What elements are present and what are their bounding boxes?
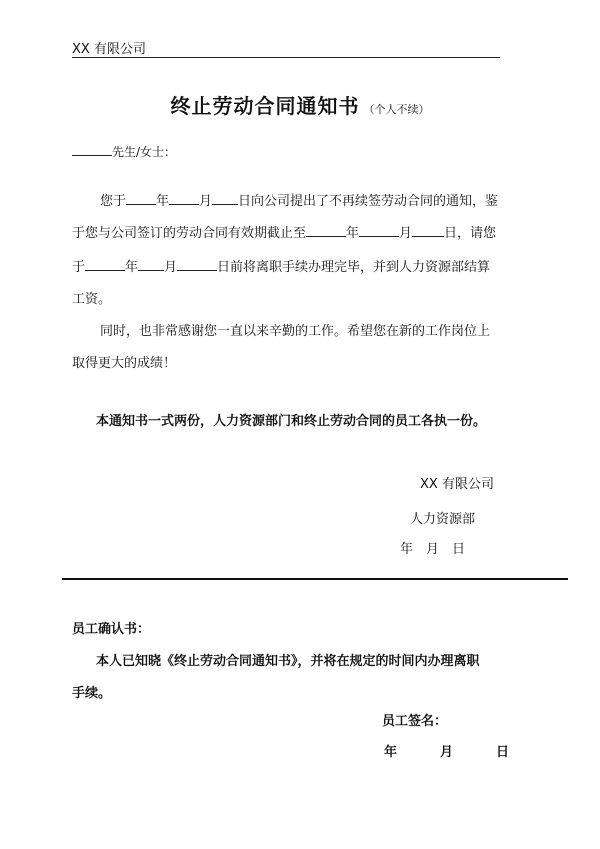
- signoff-date: 年 月 日: [400, 542, 466, 557]
- para2-line1: 同时，也非常感谢您一直以来辛勤的工作。希望您在新的工作岗位上: [100, 324, 491, 339]
- date-blank: [126, 191, 156, 205]
- confirmation-month: 月: [440, 745, 454, 760]
- para1-line2: [72, 222, 496, 241]
- salutation: [72, 142, 176, 160]
- date-blank: [212, 191, 238, 205]
- para1-line3: [72, 256, 490, 275]
- employee-signature-label: 员工签名：: [382, 714, 448, 729]
- confirmation-line1: 本人已知晓《终止劳动合同通知书》，并将在规定的时间内办理离职: [96, 654, 480, 669]
- document-subtitle: （个人不续）: [363, 103, 430, 116]
- salutation-suffix: 先生/女士：: [112, 145, 177, 159]
- header-divider: [72, 57, 500, 58]
- copies-notice: 本通知书一式两份，人力资源部门和终止劳动合同的员工各执一份。: [96, 414, 487, 429]
- signoff-department: 人力资源部: [410, 512, 476, 527]
- para1-text: 于: [72, 260, 86, 275]
- confirmation-day: 日: [496, 745, 510, 760]
- para2-line2: 取得更大的成绩！: [72, 356, 177, 371]
- para1-text: 日，请您: [444, 226, 497, 241]
- para1-text: 于您与公司签订的劳动合同有效期截止至: [72, 226, 307, 241]
- year-label: 年: [125, 260, 139, 275]
- date-blank: [85, 257, 125, 271]
- date-blank: [138, 257, 164, 271]
- section-divider: [62, 578, 568, 580]
- name-blank: [72, 142, 112, 156]
- company-header: XX 有限公司: [72, 42, 146, 57]
- signoff-company: XX 有限公司: [420, 477, 494, 492]
- date-blank: [169, 191, 199, 205]
- date-blank: [359, 223, 399, 237]
- year-label: 年: [156, 194, 170, 209]
- date-blank: [306, 223, 346, 237]
- para1-text: 您于: [100, 194, 127, 209]
- confirmation-year: 年: [384, 745, 398, 760]
- month-label: 月: [199, 194, 213, 209]
- confirmation-heading: 员工确认书：: [72, 622, 151, 637]
- confirmation-line2: 手续。: [72, 686, 112, 701]
- month-label: 月: [164, 260, 178, 275]
- date-blank: [177, 257, 217, 271]
- para1-line4: 工资。: [72, 292, 112, 307]
- date-blank: [412, 223, 444, 237]
- title-row: [0, 90, 600, 119]
- document-title: 终止劳动合同通知书: [170, 94, 360, 118]
- year-label: 年: [346, 226, 360, 241]
- para1-line1: [100, 190, 498, 209]
- para1-text: 日前将离职手续办理完毕，并到人力资源部结算: [217, 260, 491, 275]
- para1-text: 日向公司提出了不再续签劳动合同的通知，鉴: [238, 194, 499, 209]
- month-label: 月: [399, 226, 413, 241]
